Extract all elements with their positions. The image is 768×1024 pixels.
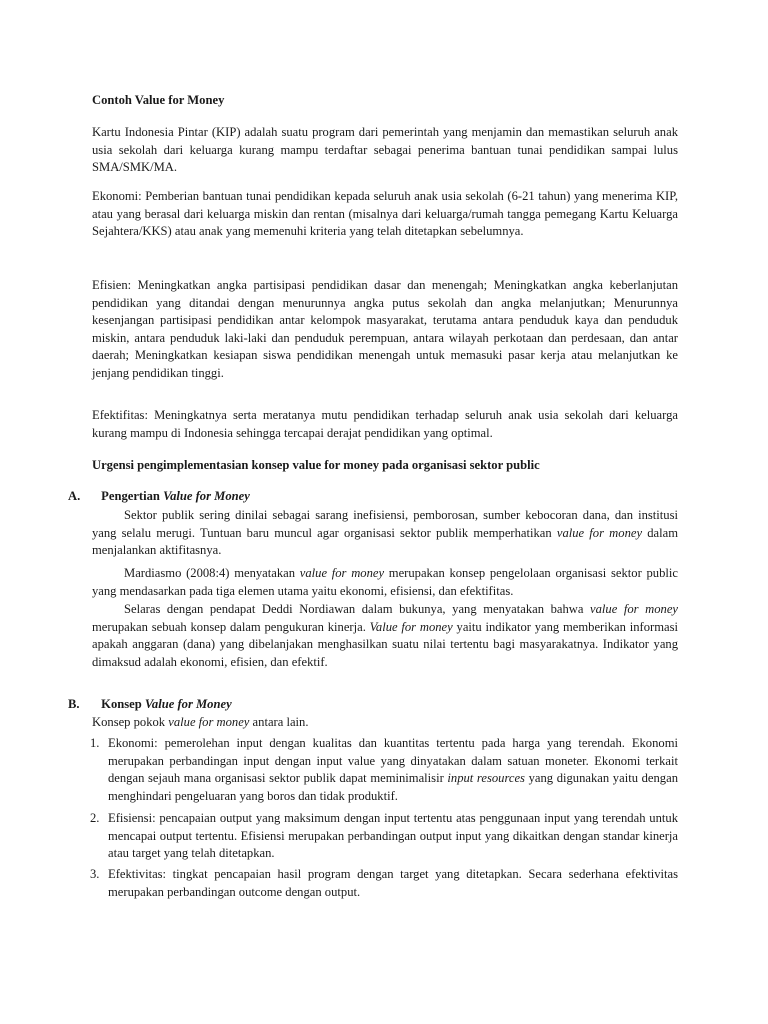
section-a-p3-italic-2: Value for money	[369, 619, 453, 634]
intro-paragraph: Kartu Indonesia Pintar (KIP) adalah suatu program dari pemerintah yang menjamin dan memastikan seluruh anak usia sekolah dari keluarga kurang mampu terdaftar sebagai penerima bantuan tunai pendidikan sampai lulus SMA/SMK/MA.	[92, 125, 678, 175]
list-item-number: 2.	[90, 811, 100, 825]
efektifitas-paragraph: Efektifitas: Meningkatnya serta meratanya mutu pendidikan terhadap seluruh anak usia sekolah dari keluarga kurang mampu di Indonesia sehingga tercapai derajat pendidikan yang optimal.	[92, 408, 678, 440]
section-a-p1-text-a: Sektor publik sering dinilai sebagai sarang inefisiensi, pemborosan, sumber kebocoran dana, dan institusi yang selalu merugi. Tuntuan baru muncul agar organisasi sektor publik memperhatikan	[92, 508, 678, 540]
section-a-paragraph-1	[92, 507, 678, 560]
section-b-heading	[68, 696, 232, 714]
list-item-text	[108, 735, 678, 805]
document-title: Contoh Value for Money	[92, 93, 225, 107]
section-a-label: Pengertian	[101, 489, 164, 503]
urgensi-heading: Urgensi pengimplementasian konsep value for money pada organisasi sektor public	[92, 458, 540, 472]
section-a-p2-italic: value for money	[299, 566, 385, 580]
section-a-heading	[68, 488, 250, 506]
section-b-lead-text-a: Konsep pokok	[92, 715, 169, 729]
list-item-ekonomi-text-a: Ekonomi: pemerolehan input dengan kualitas dan kuantitas tertentu pada harga yang terendah. Ekonomi merupakan perbandingan input dengan input value yang dinyatakan dalam satuan moneter. Ekonomi terkait dengan sejauh mana organisasi sektor publik dapat meminimalisir	[108, 736, 678, 786]
section-a-p2-text-b: merupakan konsep pengelolaan organisasi sektor public yang mendasarkan pada tiga elemen utama yaitu ekonomi, efisiensi, dan efektifitas.	[92, 566, 678, 598]
section-a-paragraph-3	[92, 601, 678, 671]
section-a-p3-text-c: yaitu indikator yang memberikan informasi apakah anggaran (dana) yang dibelanjakan menghasilkan suatu nilai tertentu bagi masyarakatnya. Indikator yang dimaksud adalah ekonomi, efisien, dan efektif.	[92, 619, 678, 669]
section-b-letter: B.	[68, 697, 80, 711]
section-a-letter: A.	[68, 489, 81, 503]
section-b-lead-text-b: antara lain.	[249, 715, 309, 729]
list-item-efektivitas	[90, 866, 678, 901]
list-item-text: Efektivitas: tingkat pencapaian hasil program dengan target yang ditetapkan. Secara sederhana efektivitas merupakan perbandingan outcome dengan output.	[108, 867, 678, 899]
section-a-p2-text-a: Mardiasmo (2008:4) menyatakan	[124, 566, 300, 580]
section-a-paragraph-2	[92, 565, 678, 600]
list-item-ekonomi-italic: input resources	[447, 771, 525, 786]
list-item-ekonomi	[90, 735, 678, 805]
section-b-lead-italic: value for money	[168, 715, 250, 729]
section-b-label-italic: Value for Money	[144, 697, 232, 711]
list-item-number: 3.	[90, 867, 100, 881]
efisien-paragraph: Efisien: Meningkatkan angka partisipasi pendidikan dasar dan menengah; Meningkatkan angka keberlanjutan pendidikan yang ditandai dengan menurunnya angka putus sekolah dan angka melanjutkan; Menurunnya kesenjangan partisipasi pendidikan antar kelompok masyarakat, terutama antara penduduk kaya dan penduduk miskin, antara penduduk laki-laki dan penduduk perempuan, antara wilayah perkotaan dan perdesaan, dan antar daerah; Meningkatkan kesiapan siswa pendidikan menengah untuk memasuki pasar kerja atau melanjutkan ke jenjang pendidikan tinggi.	[92, 278, 678, 380]
section-a-p3-italic-1: value for money	[590, 602, 678, 616]
section-b-label: Konsep	[101, 697, 145, 711]
section-a-p3-text-b: merupakan sebuah konsep dalam pengukuran kinerja.	[92, 619, 370, 634]
section-a-label-italic: Value for Money	[163, 489, 250, 503]
section-a-p1-text-b: dalam menjalankan aktifitasnya.	[92, 525, 678, 558]
list-item-number: 1.	[90, 736, 100, 750]
list-item-ekonomi-text-b: yang digunakan yaitu dengan menghindari pengeluaran yang boros dan tidak produktif.	[108, 771, 678, 803]
section-b-lead	[92, 714, 678, 732]
list-item-text: Efisiensi: pencapaian output yang maksimum dengan input tertentu atas penggunaan input yang terendah untuk mencapai output tertentu. Efisiensi merupakan perbandingan output input yang dikaitkan dengan standar kinerja atau target yang telah ditetapkan.	[108, 811, 678, 861]
list-item-efisiensi	[90, 810, 678, 863]
section-a-p1-italic: value for money	[556, 525, 643, 540]
section-a-p3-text-a: Selaras dengan pendapat Deddi Nordiawan dalam bukunya, yang menyatakan bahwa	[124, 602, 591, 616]
ekonomi-paragraph: Ekonomi: Pemberian bantuan tunai pendidikan kepada seluruh anak usia sekolah (6-21 tahun) yang menerima KIP, atau yang berasal dari keluarga miskin dan rentan (misalnya dari keluarga/rumah tangga pemegang Kartu Keluarga Sejahtera/KKS) atau anak yang memenuhi kriteria yang telah ditetapkan sebelumnya.	[92, 189, 678, 239]
